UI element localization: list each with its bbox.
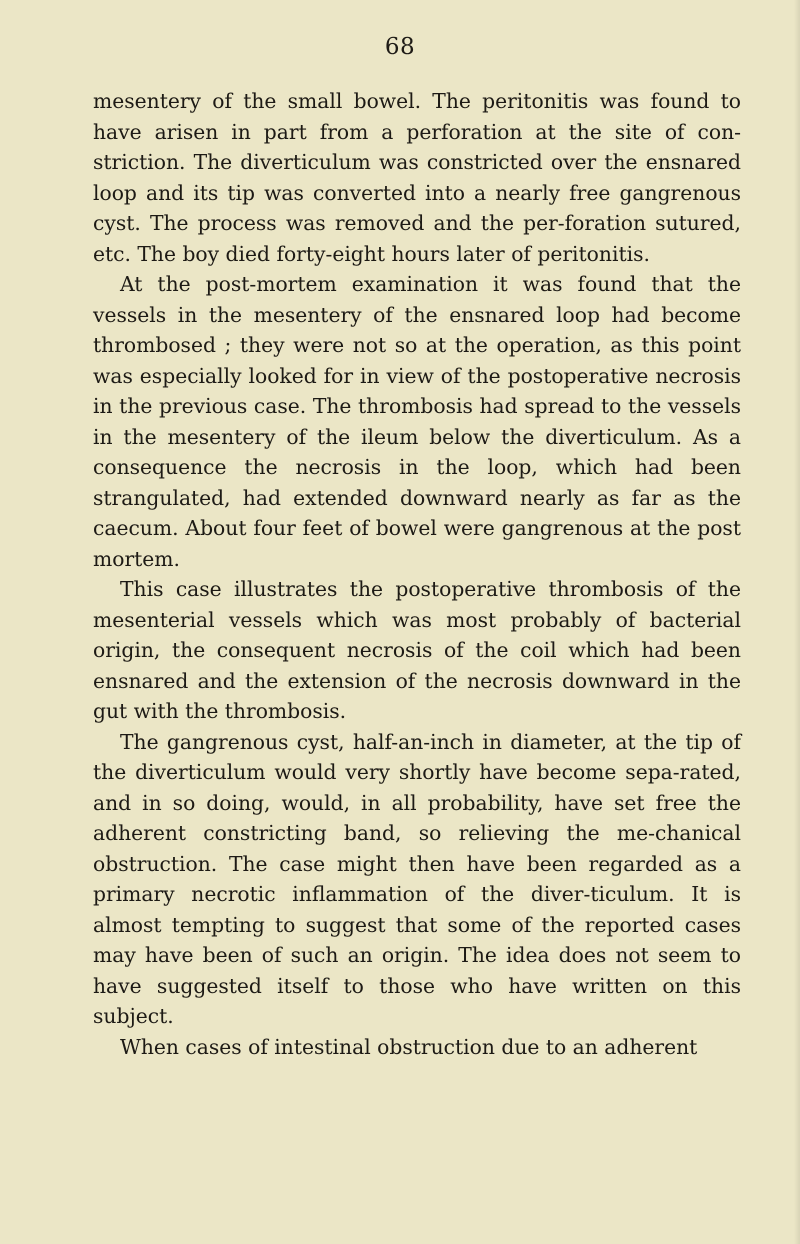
page-number: 68 [384,34,416,60]
paragraph-1: mesentery of the small bowel. The peritonitis was found to have arisen in part from a perforation at the site of con-striction. The diverticulum was constricted over the ensnared loop and its tip was converted into a nearly free gangrenous cyst. The process was removed and the per-foration sutured, etc. The boy died forty-eight hours later of peritonitis. [93,89,741,266]
page-edge-shadow [794,0,800,1244]
paragraph-3: This case illustrates the postoperative thrombosis of the mesenterial vessels which was most probably of bacterial origin, the consequent necrosis of the coil which had been ensnared and the extension of the necrosis downward in the gut with the thrombosis. [93,577,741,723]
body-text [93,86,741,1062]
paragraph-5: When cases of intestinal obstruction due to an adherent [120,1034,698,1059]
paragraph-2: At the post-mortem examination it was found that the vessels in the mesentery of the ensnared loop had become thrombosed ; they were not so at the operation, as this point was especially looked for in view of the postoperative necrosis in the previous case. The thrombosis had spread to the vessels in the mesentery of the ileum below the diverticulum. As a consequence the necrosis in the loop, which had been strangulated, had extended downward nearly as far as the caecum. About four feet of bowel were gangrenous at the post mortem. [93,272,741,571]
paragraph-4: The gangrenous cyst, half-an-inch in diameter, at the tip of the diverticulum would very shortly have become sepa-rated, and in so doing, would, in all probability, have set free the adherent constricting band, so relieving the me-chanical obstruction. The case might then have been regarded as a primary necrotic inflammation of the diver-ticulum. It is almost tempting to suggest that some of the reported cases may have been of such an origin. The idea does not seem to have suggested itself to those who have written on this subject. [93,729,741,1028]
